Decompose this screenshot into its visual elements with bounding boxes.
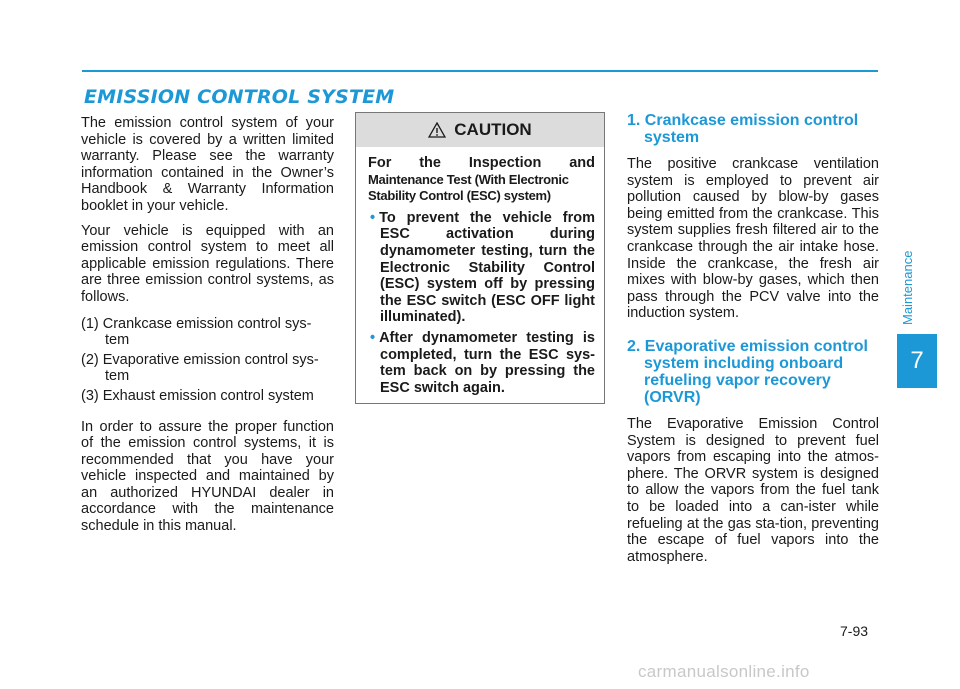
crankcase-heading: 1. Crankcase emission control system: [627, 112, 859, 146]
caution-bullet-text: To prevent the vehicle from ESC activation during dynamometer testing, turn the Electronic Stability Control (ESC) system off by pressing the ESC switch (ESC OFF light illuminated).: [379, 209, 595, 326]
intro-paragraph: The emission control system of your vehicle is covered by a written limited warranty. Please see the warranty information contained in the Owner’s Handbook & Warranty Information booklet in your vehicle.: [81, 115, 334, 214]
list-item: (2) Evaporative emission control sys-tem: [81, 351, 319, 385]
warning-triangle-icon: [428, 122, 446, 138]
caution-bullets: [368, 210, 595, 397]
caution-header: [356, 113, 604, 147]
bullet-icon: •: [370, 209, 376, 226]
chapter-tab: 7: [897, 334, 937, 388]
list-item: (3) Exhaust emission control system: [81, 387, 314, 404]
maintenance-paragraph: In order to assure the proper function of the emission control systems, it is recommended that you have your vehicle inspected and maintained by an authorized HYUNDAI dealer in accordance with the maintenance schedule in this manual.: [81, 418, 334, 535]
page-number: 7-93: [840, 623, 869, 639]
caution-intro-line2: Maintenance Test (With Electronic Stability Control (ESC) system): [368, 171, 569, 204]
list-item: [368, 330, 595, 396]
evaporative-paragraph: The Evaporative Emission Control System is designed to prevent fuel vapors from escaping into the atmos-phere. The ORVR system is designed to allow the vapors from the fuel tank to be loaded into a can-ister while refueling at the gas sta-tion, preventing the escape of fuel vapors into the atmosphere.: [627, 415, 879, 565]
list-item: (1) Crankcase emission control sys-tem: [81, 315, 312, 349]
page-title: EMISSION CONTROL SYSTEM: [84, 86, 395, 108]
caution-body: [356, 147, 604, 396]
crankcase-paragraph: The positive crankcase ventilation system is employed to prevent air pollution caused by blow-by gases being emitted from the crankcase. This system supplies fresh filtered air to the crankcase through the air intake hose. Inside the crankcase, the fresh air mixes with blow-by gases, which then pass through the PCV valve into the induction system.: [627, 156, 879, 322]
caution-title: CAUTION: [454, 120, 532, 139]
systems-paragraph: Your vehicle is equipped with an emission control system to meet all applicable emission regulations. There are three emission control systems, as follows.: [81, 222, 334, 305]
watermark: carmanualsonline.info: [638, 662, 810, 681]
list-item: [368, 210, 595, 326]
evaporative-heading: 2. Evaporative emission control system including onboard refueling vapor recovery (ORVR): [627, 337, 868, 406]
systems-list: [81, 316, 334, 405]
left-column: [81, 115, 334, 543]
caution-box: [355, 112, 605, 404]
right-column: [627, 112, 879, 573]
caution-intro-line1: For the Inspection and: [368, 155, 595, 171]
caution-intro: [368, 155, 595, 205]
bullet-icon: •: [370, 329, 376, 346]
chapter-label: Maintenance: [900, 250, 915, 325]
top-rule: [82, 70, 878, 72]
caution-bullet-text: After dynamometer testing is completed, turn the ESC sys-tem back on by pressing the ESC switch again.: [379, 329, 595, 396]
